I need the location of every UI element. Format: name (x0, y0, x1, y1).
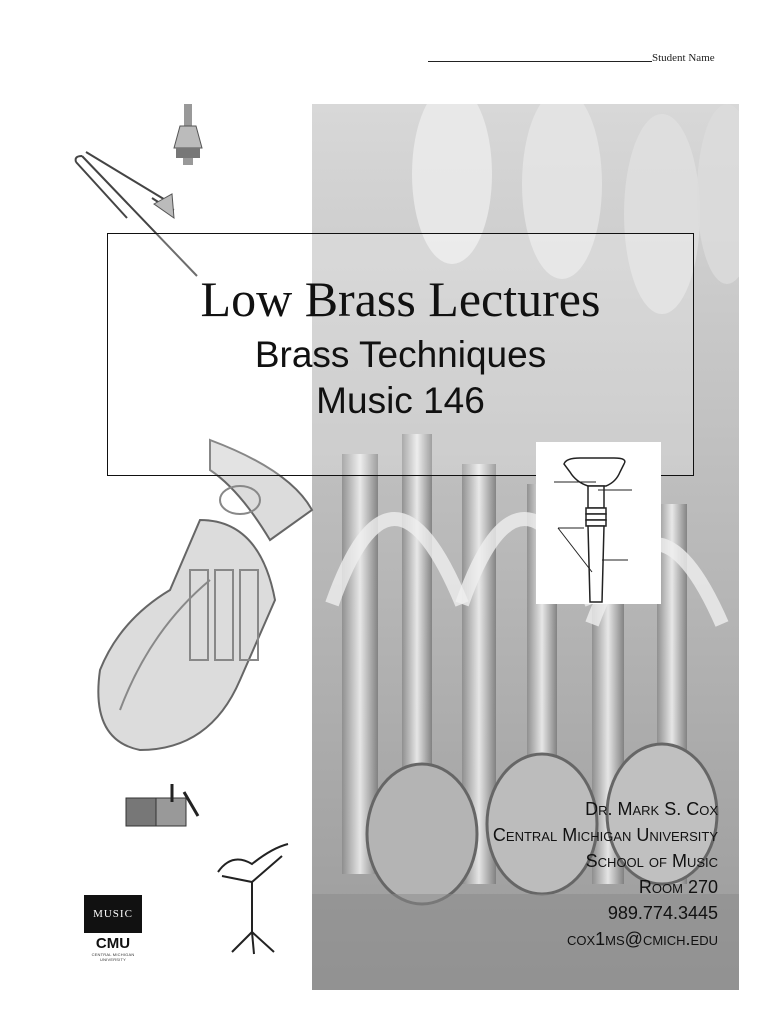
room-number: Room 270 (638, 877, 718, 897)
student-name-line (428, 61, 652, 62)
student-name-field (428, 52, 715, 64)
course-number: Music 146 (316, 380, 485, 421)
university-name: Central Michigan University (492, 825, 718, 845)
document-title: Low Brass Lectures (200, 271, 601, 327)
logo-subtext: CENTRAL MICHIGAN UNIVERSITY (91, 952, 135, 962)
school-name: School of Music (585, 851, 718, 871)
course-subtitle: Brass Techniques (254, 334, 547, 375)
email-address: cox1ms@cmich.edu (566, 929, 718, 949)
valve-clamp-icon (122, 782, 202, 838)
logo-music-box: MUSIC (84, 895, 142, 933)
phone-number: 989.774.3445 (607, 903, 718, 923)
title-box (107, 233, 694, 476)
logo-cmu-text: CMU (95, 935, 131, 952)
cmu-music-logo (84, 895, 142, 962)
instructor-name: Dr. Mark S. Cox (585, 799, 718, 819)
mouthpiece-diagram (536, 442, 661, 604)
student-name-label: Student Name (652, 52, 715, 64)
mouthpiece-icon (536, 442, 661, 604)
music-stand-icon (212, 842, 292, 957)
contact-info (493, 796, 718, 952)
tuba-icon (90, 430, 315, 760)
